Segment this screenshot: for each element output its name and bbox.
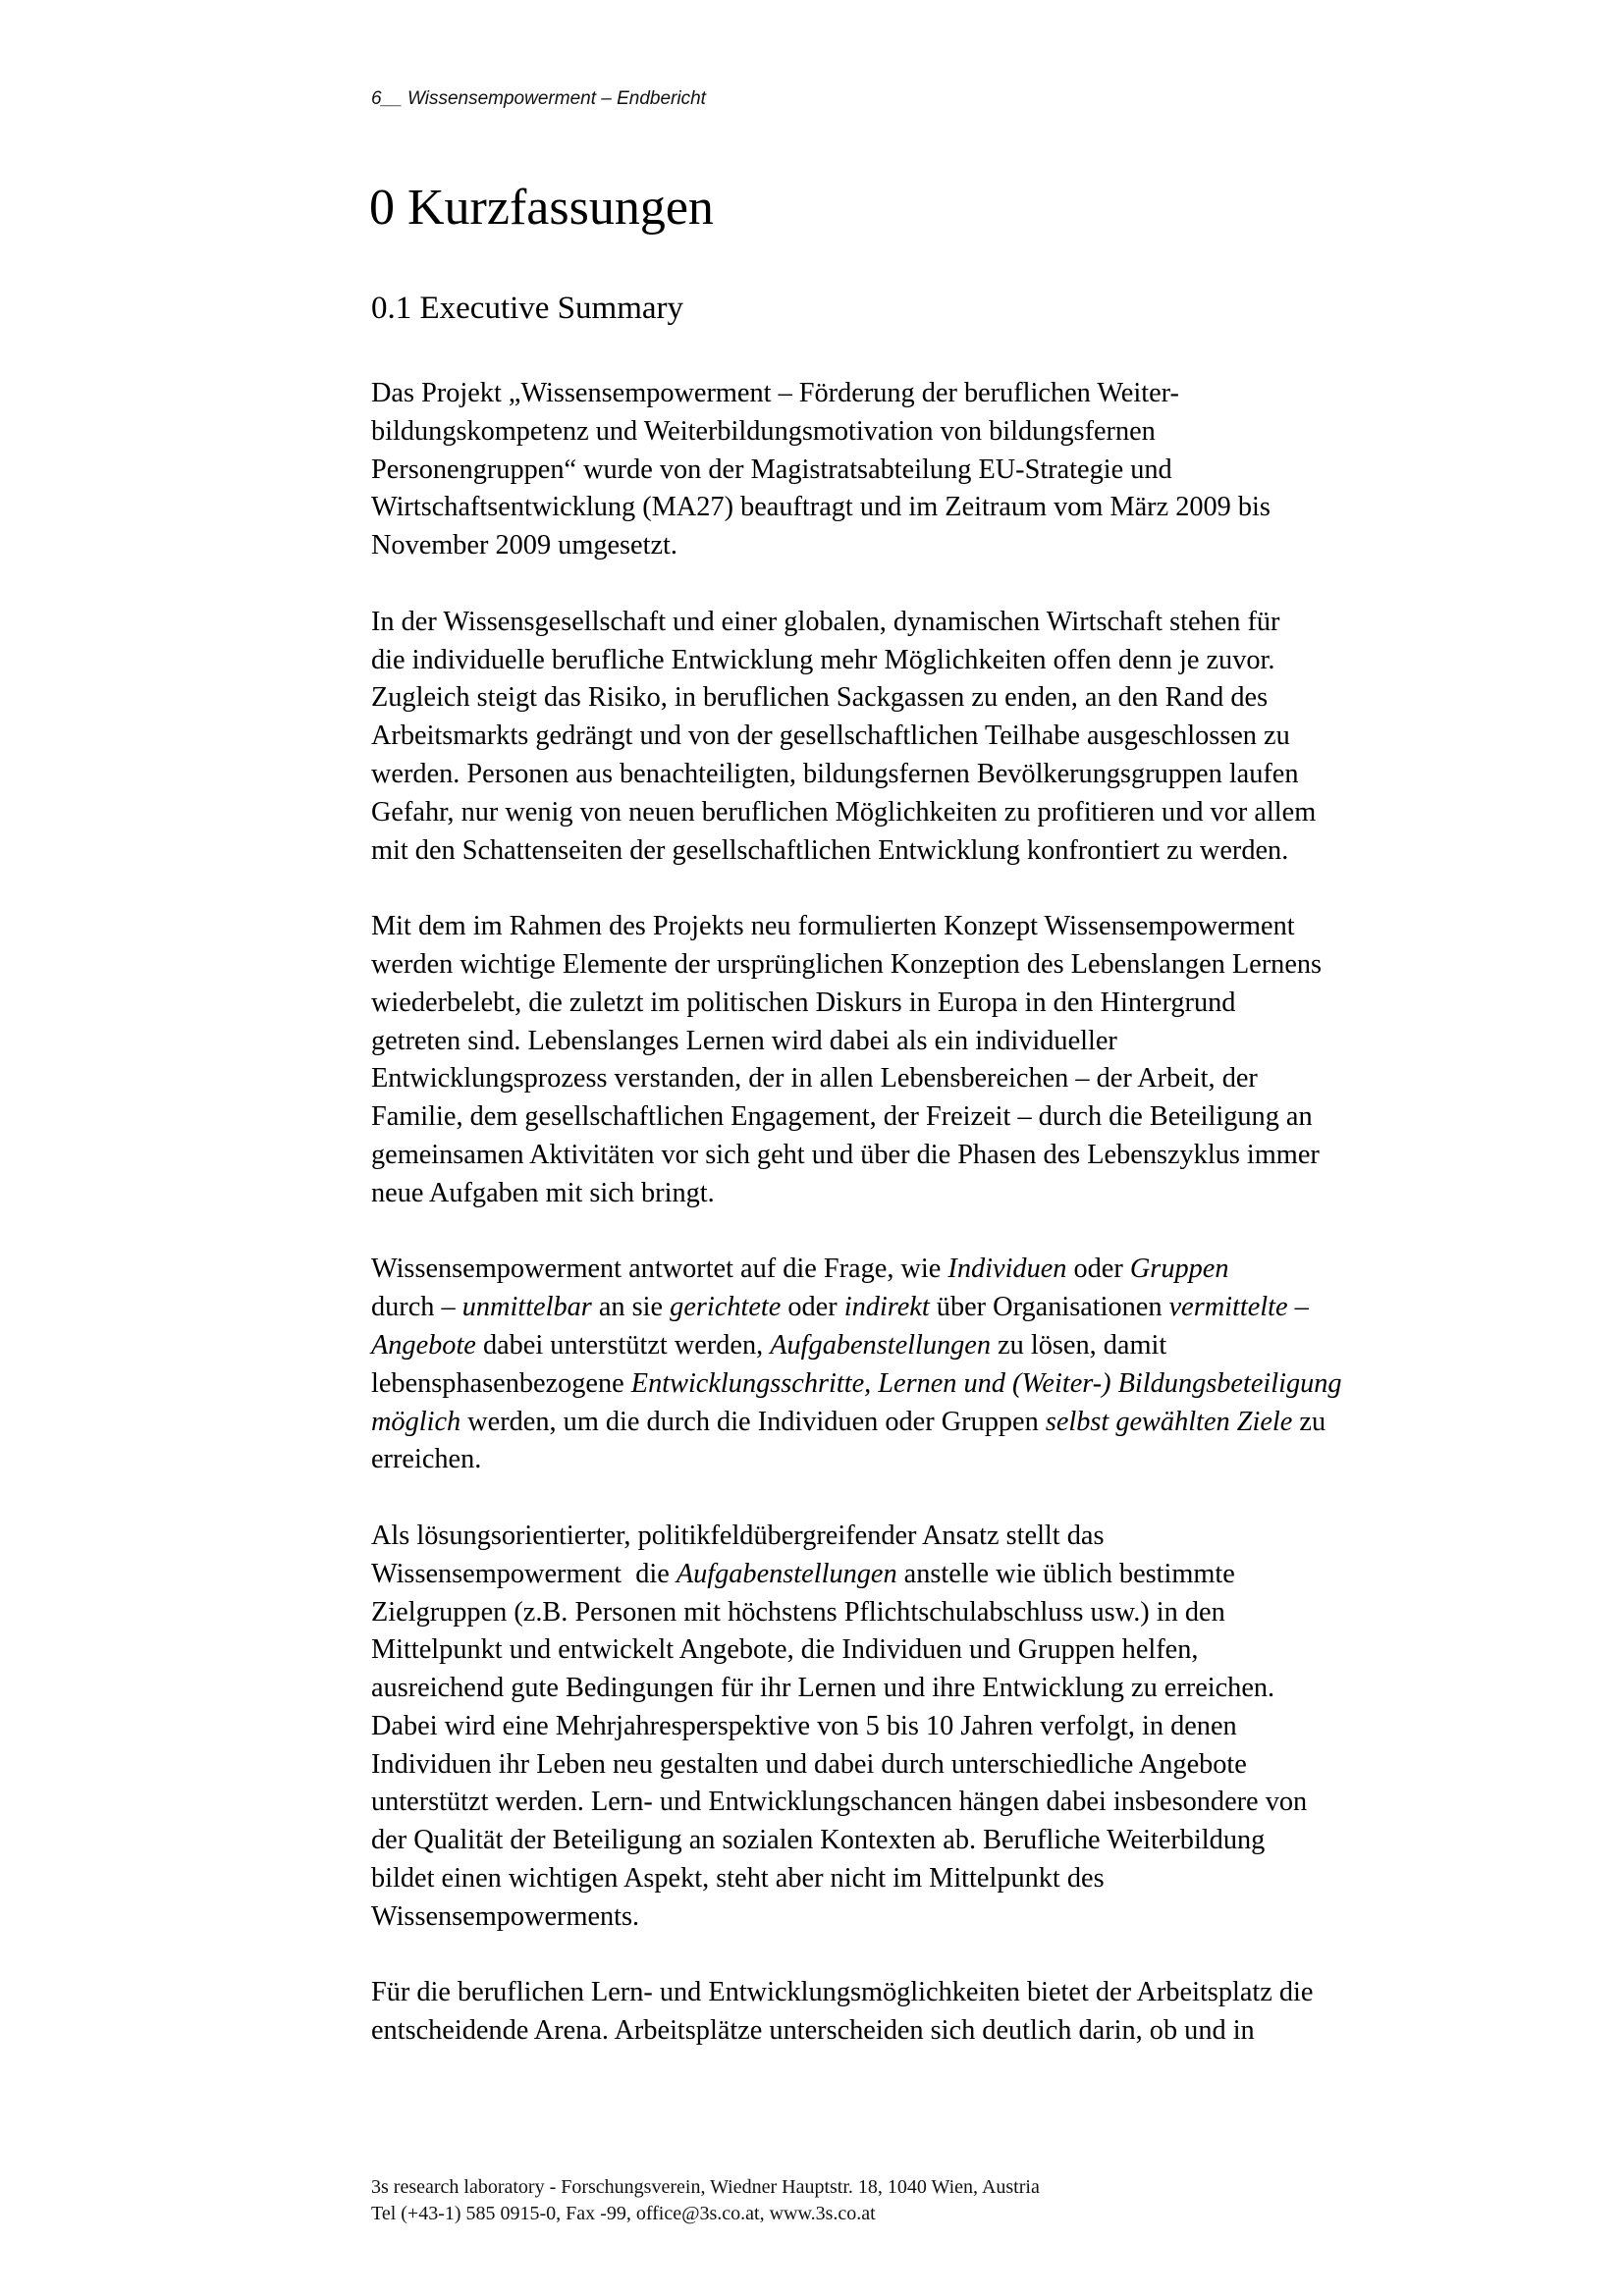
emphasis: Gruppen [1129, 1254, 1229, 1285]
text-line: getreten sind. Lebenslanges Lernen wird dabei als ein individueller [371, 1025, 1117, 1056]
text-line: Zugleich steigt das Risiko, in beruflichen Sackgassen zu enden, an den Rand des [371, 682, 1269, 714]
emphasis: Aufgabenstellungen [770, 1329, 992, 1361]
text-line: neue Aufgaben mit sich bringt. [371, 1177, 715, 1208]
paragraph-4 [371, 1251, 1461, 1479]
text-line: Mit dem im Rahmen des Projekts neu formulierten Konzept Wissensempowerment [371, 911, 1295, 942]
text-line: Entwicklungsprozess verstanden, der in allen Lebensbereichen – der Arbeit, der [371, 1063, 1258, 1095]
paragraph-3 [371, 908, 1461, 1212]
text-span: zu [1292, 1406, 1326, 1437]
text-line: Mittelpunkt und entwickelt Angebote, die Individuen und Gruppen helfen, [371, 1634, 1199, 1666]
text-span: – [1287, 1292, 1309, 1323]
body-text [371, 375, 1461, 2051]
text-span: oder [1066, 1254, 1130, 1285]
paragraph-6 [371, 1974, 1461, 2051]
text-line: Zielgruppen (z.B. Personen mit höchstens Pflichtschulabschluss usw.) in den [371, 1596, 1225, 1628]
text-line: Individuen ihr Leben neu gestalten und dabei durch unterschiedliche Angebote [371, 1748, 1247, 1780]
emphasis: Individuen [947, 1254, 1067, 1285]
text-span: Wissensempowerment antwortet auf die Frage, wie [371, 1254, 948, 1285]
text-line: Dabei wird eine Mehrjahresperspektive von 5 bis 10 Jahren verfolgt, in denen [371, 1710, 1237, 1741]
emphasis: Angebote [371, 1329, 476, 1361]
footer-contact: Tel (+43-1) 585 0915-0, Fax -99, office@3s.co.at, www.3s.co.at [371, 2203, 876, 2224]
text-line: Familie, dem gesellschaftlichen Engagement, der Freizeit – durch die Beteiligung an [371, 1101, 1313, 1133]
text-line: werden wichtige Elemente der ursprünglichen Konzeption des Lebenslangen Lernens [371, 948, 1323, 980]
paragraph-2 [371, 604, 1461, 871]
text-line: Wissensempowerments. [371, 1900, 640, 1932]
text-span: zu lösen, damit [991, 1329, 1167, 1361]
text-line: Wirtschaftsentwicklung (MA27) beauftragt und im Zeitraum vom März 2009 bis [371, 492, 1271, 523]
text-line: gemeinsamen Aktivitäten vor sich geht und über die Phasen des Lebenszyklus immer [371, 1139, 1320, 1170]
page-footer [371, 2174, 1040, 2227]
text-line: werden. Personen aus benachteiligten, bildungsfernen Bevölkerungsgruppen laufen [371, 758, 1299, 789]
text-span: werden, um die durch die Individuen oder Gruppen [460, 1406, 1046, 1437]
text-line: Arbeitsmarkts gedrängt und von der gesellschaftlichen Teilhabe ausgeschlossen zu [371, 721, 1290, 752]
text-line: Für die beruflichen Lern- und Entwicklungsmöglichkeiten bietet der Arbeitsplatz die [371, 1977, 1314, 2008]
text-span: oder [781, 1292, 844, 1323]
text-line: bildet einen wichtigen Aspekt, steht aber nicht im Mittelpunkt des [371, 1863, 1105, 1895]
running-head: 6__ Wissensempowerment – Endbericht [371, 88, 706, 109]
emphasis: selbst gewählten Ziele [1045, 1406, 1293, 1437]
text-span: anstelle wie üblich bestimmte [896, 1558, 1235, 1589]
emphasis: möglich [371, 1406, 461, 1437]
paragraph-5 [371, 1518, 1461, 1937]
text-span: durch – [371, 1292, 462, 1323]
text-span: an sie [591, 1292, 671, 1323]
section-title: 0.1 Executive Summary [371, 291, 684, 326]
text-line: bildungskompetenz und Weiterbildungsmotivation von bildungsfernen [371, 415, 1156, 447]
emphasis: unmittelbar [461, 1292, 592, 1323]
text-line: Als lösungsorientierter, politikfeldübergreifender Ansatz stellt das [371, 1520, 1105, 1551]
emphasis: indirekt [843, 1292, 930, 1323]
text-line: der Qualität der Beteiligung an sozialen Kontexten ab. Berufliche Weiterbildung [371, 1825, 1266, 1856]
text-line: Das Projekt „Wissensempowerment – Förderung der beruflichen Weiter- [371, 378, 1179, 408]
emphasis: vermittelte [1168, 1292, 1288, 1323]
text-line: Personengruppen“ wurde von der Magistratsabteilung EU-Strategie und [371, 454, 1172, 485]
text-line: In der Wissensgesellschaft und einer globalen, dynamischen Wirtschaft stehen für [371, 606, 1280, 637]
emphasis: gerichtete [670, 1292, 782, 1323]
text-line: mit den Schattenseiten der gesellschaftlichen Entwicklung konfrontiert zu werden. [371, 834, 1289, 866]
chapter-title: 0 Kurzfassungen [369, 180, 714, 236]
footer-address: 3s research laboratory - Forschungsverein, Wiedner Hauptstr. 18, 1040 Wien, Austria [371, 2176, 1040, 2198]
text-span: erreichen. [371, 1444, 482, 1475]
text-line: wiederbelebt, die zuletzt im politischen Diskurs in Europa in den Hintergrund [371, 987, 1236, 1018]
text-line: unterstützt werden. Lern- und Entwicklungschancen hängen dabei insbesondere von [371, 1787, 1308, 1818]
paragraph-1 [371, 375, 1461, 565]
emphasis: Entwicklungsschritte, Lernen und (Weiter-) Bildungsbeteiligung [630, 1367, 1342, 1399]
text-span: lebensphasenbezogene [371, 1367, 631, 1399]
text-line: Gefahr, nur wenig von neuen beruflichen Möglichkeiten zu profitieren und vor allem [371, 796, 1317, 828]
text-line: entscheidende Arena. Arbeitsplätze unterscheiden sich deutlich darin, ob und in [371, 2015, 1255, 2047]
text-span: Wissensempowerment die [371, 1558, 676, 1589]
text-span: über Organisationen [929, 1292, 1169, 1323]
text-line: November 2009 umgesetzt. [371, 530, 677, 561]
emphasis: Aufgabenstellungen [676, 1558, 897, 1589]
text-line: ausreichend gute Bedingungen für ihr Lernen und ihre Entwicklung zu erreichen. [371, 1673, 1275, 1704]
text-span: dabei unterstützt werden, [475, 1329, 771, 1361]
text-line: die individuelle berufliche Entwicklung mehr Möglichkeiten offen denn je zuvor. [371, 644, 1275, 675]
